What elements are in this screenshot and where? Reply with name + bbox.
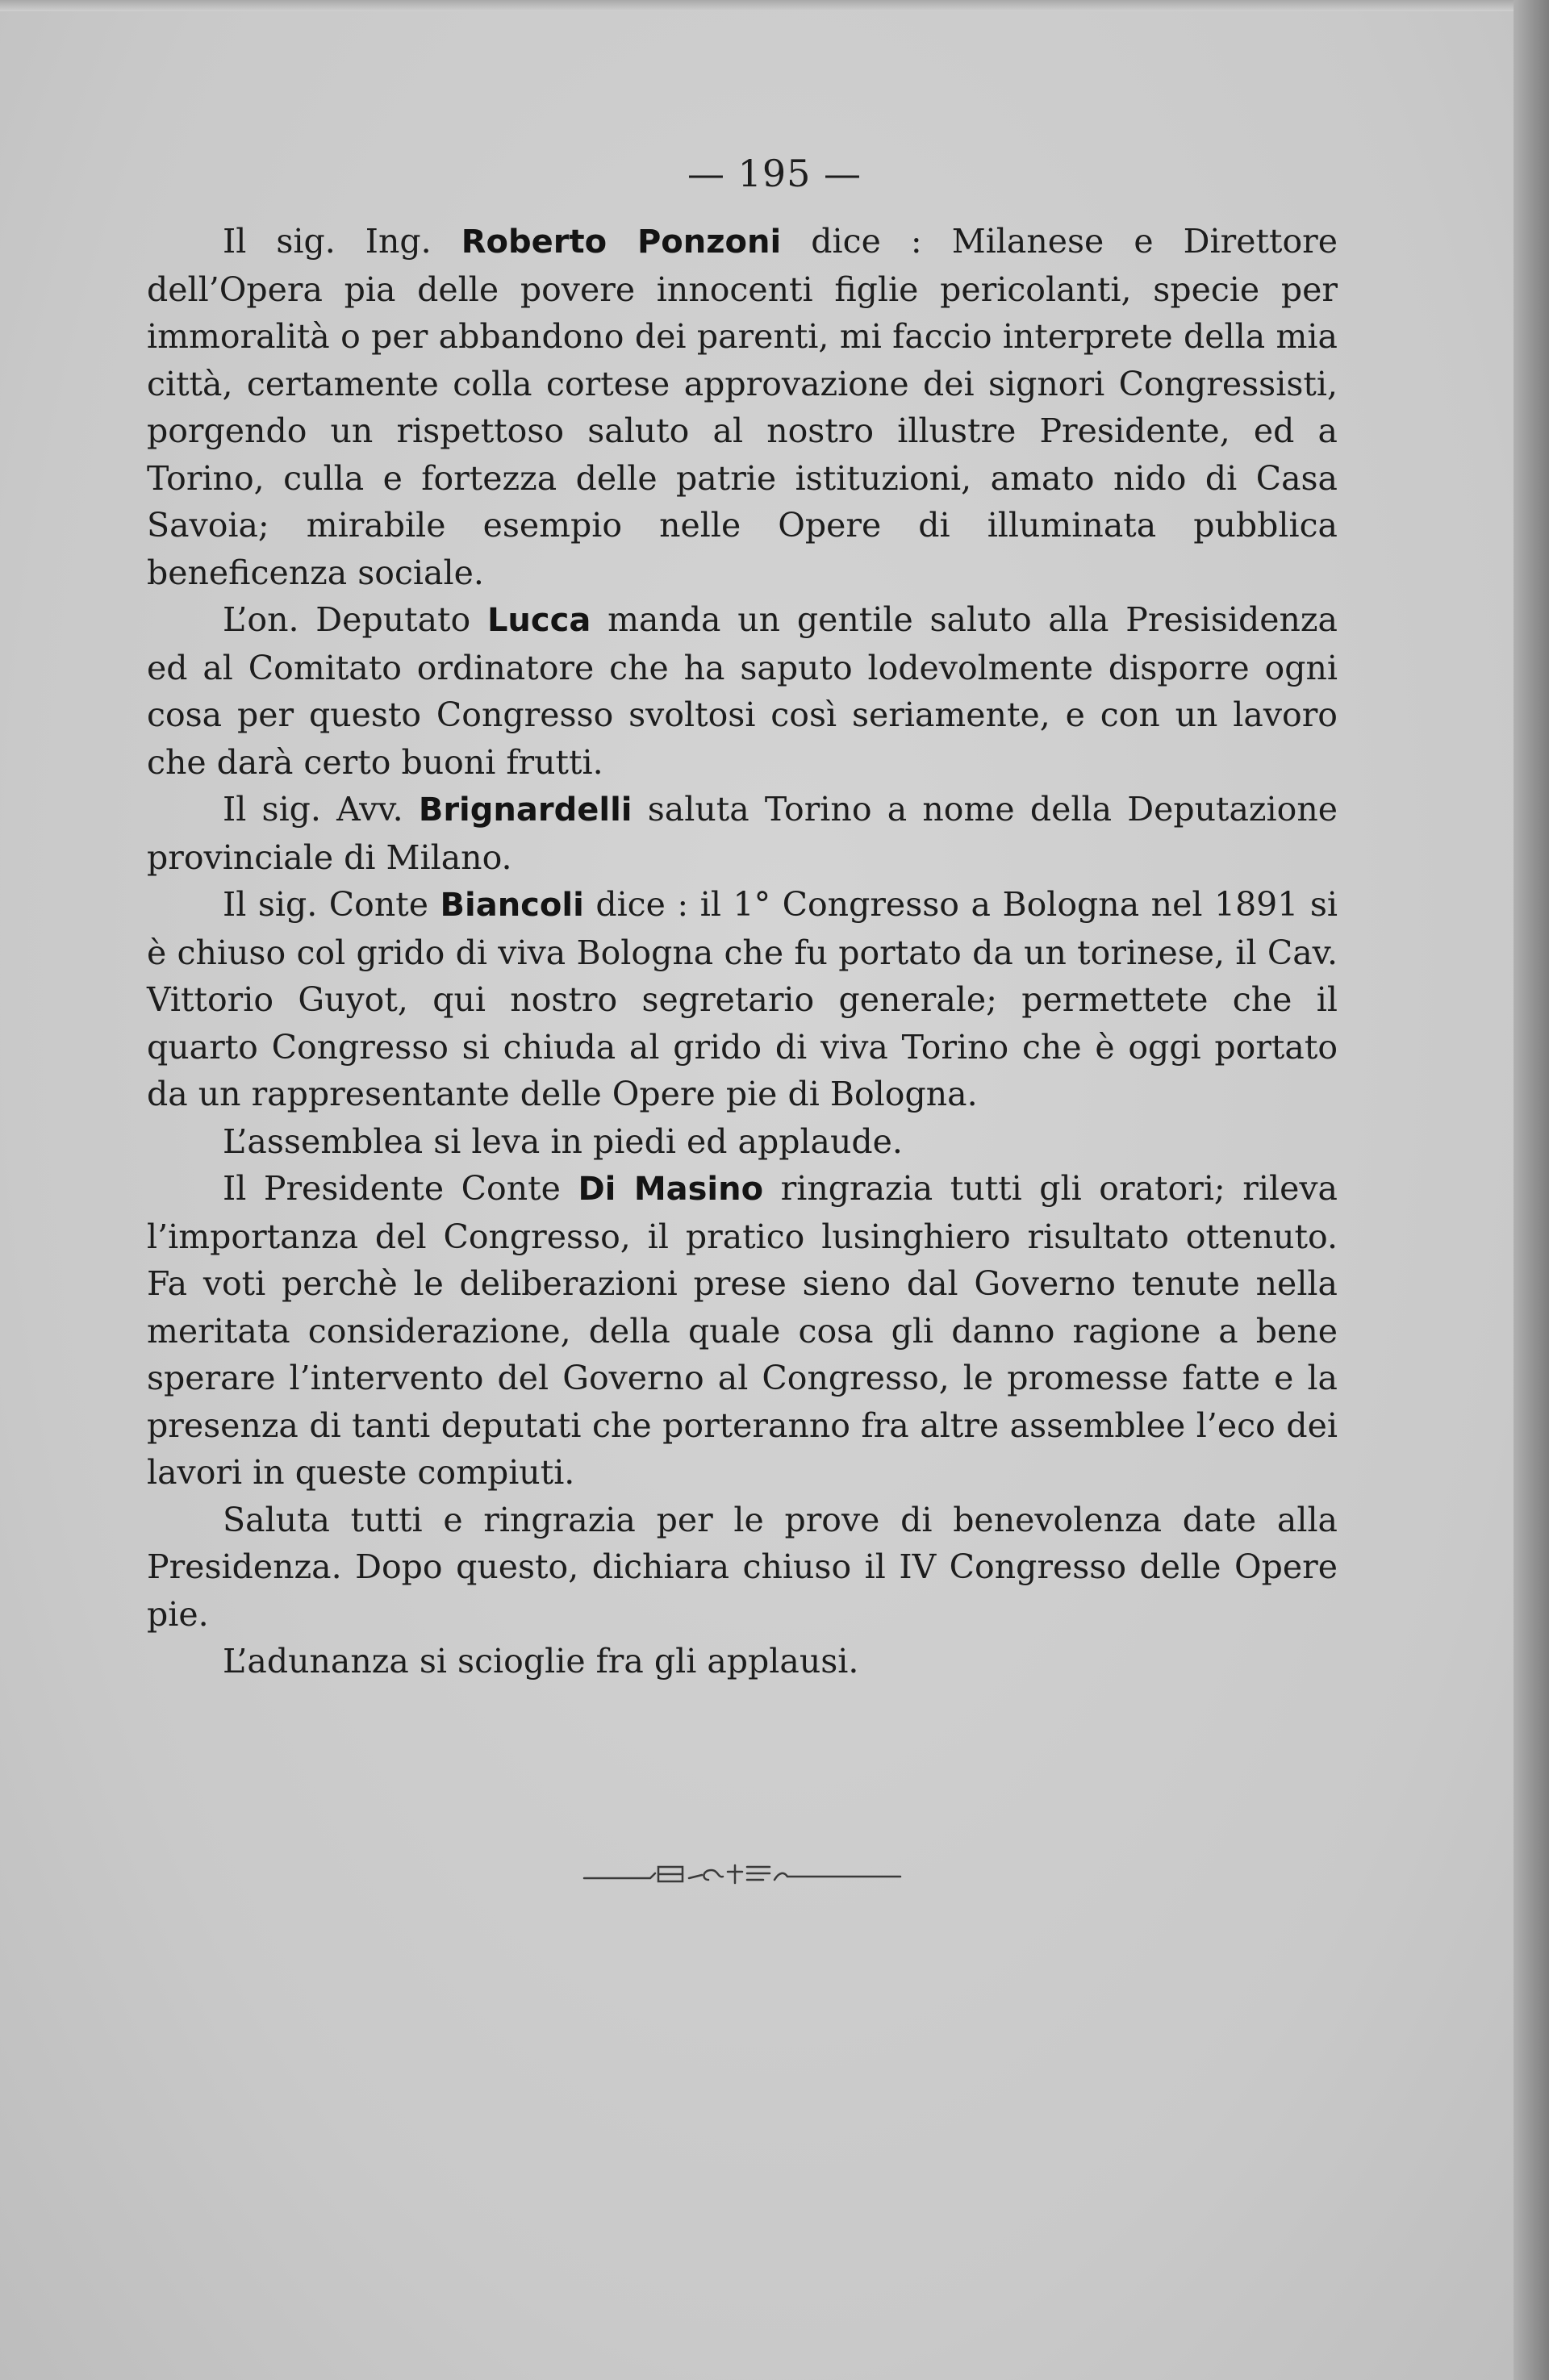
paragraph-adjourn: L’adunanza si scioglie fra gli applausi.	[223, 1642, 859, 1681]
paragraph-closing: Saluta tutti e ringrazia per le prove di benevolenza date alla Presidenza. Dopo questo, dichiara chiuso il IV Congresso delle Opere pie.	[147, 1500, 1338, 1634]
page-right-edge	[1514, 0, 1549, 2380]
tailpiece-ornament-icon	[581, 1860, 904, 1889]
paragraph-lucca: L’on. Deputato Lucca manda un gentile saluto alla Presisidenza ed al Comitato ordinatore che ha saputo lodevolmente disporre ogni cosa per questo Congresso svoltosi così seriamente, e con un lavoro che darà certo buoni frutti.	[147, 600, 1338, 782]
page-top-edge	[0, 0, 1549, 11]
speaker-name: Lucca	[486, 602, 591, 639]
speaker-name: Brignardelli	[418, 791, 633, 829]
paragraph-ponzoni: Il sig. Ing. Roberto Ponzoni dice : Milanese e Direttore dell’Opera pia delle povere innocenti figlie pericolanti, specie per immoralità o per abbandono dei parenti, mi faccio interprete della mia città, certamente colla cortese approvazione dei signori Congressisti, porgendo un rispettoso saluto al nostro illustre Presidente, ed a Torino, culla e fortezza delle patrie istituzioni, amato nido di Casa Savoia; mirabile esempio nelle Opere di illuminata pubblica beneficenza sociale.	[147, 222, 1338, 592]
paragraph-assembly: L’assemblea si leva in piedi ed applaude.	[223, 1121, 903, 1161]
speaker-name: Roberto Ponzoni	[461, 223, 782, 261]
page-number: — 195 —	[687, 152, 862, 195]
speaker-name: Di Masino	[578, 1171, 764, 1208]
paragraph-biancoli: Il sig. Conte Biancoli dice : il 1° Congresso a Bologna nel 1891 si è chiuso col grido di viva Bologna che fu portato da un torinese, il Cav. Vittorio Guyot, qui nostro segretario generale; permettete che il quarto Congresso si chiuda al grido di viva Torino che è oggi portato da un rappresentante delle Opere pie di Bologna.	[147, 885, 1338, 1113]
paragraph-brignardelli: Il sig. Avv. Brignardelli saluta Torino a nome della Deputazione provinciale di Milano.	[147, 790, 1338, 877]
paragraph-di-masino: Il Presidente Conte Di Masino ringrazia tutti gli oratori; rileva l’importanza del Congresso, il pratico lusinghiero risultato ottenuto. Fa voti perchè le deliberazioni prese sieno dal Governo tenute nella meritata considerazione, della quale cosa gli danno ragione a bene sperare l’intervento del Governo al Congresso, le promesse fatte e la presenza di tanti deputati che porteranno fra altre assemblee l’eco dei lavori in queste compiuti.	[147, 1169, 1338, 1492]
body-text	[147, 218, 1338, 1685]
speaker-name: Biancoli	[440, 887, 584, 924]
